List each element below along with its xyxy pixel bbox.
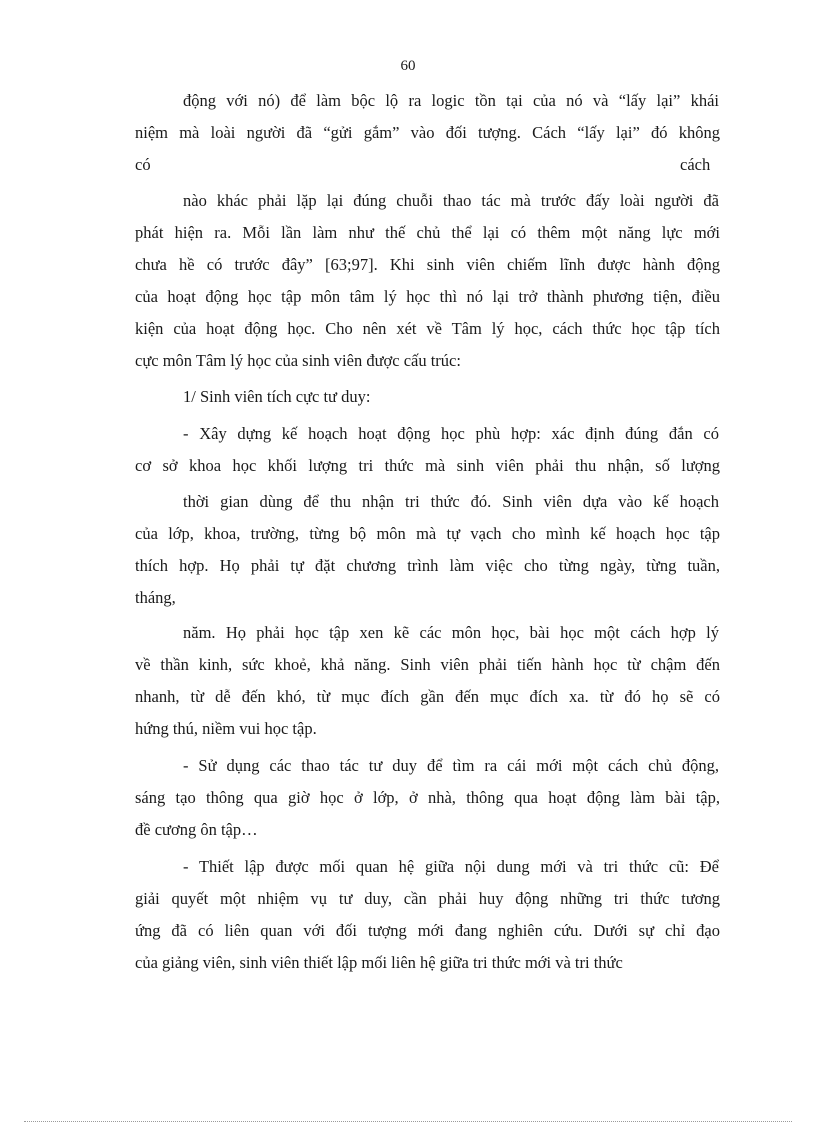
body-text-line: đề cương ôn tập… (135, 820, 258, 839)
body-text-line: nhanh, từ dễ đến khó, từ mục đích gần đến mục đích xa. từ đó họ sẽ có (135, 687, 720, 706)
body-text-line: cơ sở khoa học khối lượng tri thức mà sinh viên phải thu nhận, số lượng (135, 456, 720, 475)
body-text-line: sáng tạo thông qua giờ học ở lớp, ở nhà, thông qua hoạt động làm bài tập, (135, 788, 720, 807)
body-text-line: của hoạt động học tập môn tâm lý học thì nó lại trở thành phương tiện, điều (135, 287, 720, 306)
body-text-line: - Sử dụng các thao tác tư duy để tìm ra cái mới một cách chủ động, (183, 756, 719, 775)
body-text-line: - Xây dựng kế hoạch hoạt động học phù hợp: xác định đúng đắn có (183, 424, 719, 443)
body-text-line: thời gian dùng để thu nhận tri thức đó. Sinh viên dựa vào kế hoạch (183, 492, 719, 511)
body-text-line: cực môn Tâm lý học của sinh viên được cấu trúc: (135, 351, 461, 370)
body-text-line: năm. Họ phải học tập xen kẽ các môn học, bài học một cách hợp lý (183, 623, 719, 642)
body-text-line: của giảng viên, sinh viên thiết lập mối liên hệ giữa tri thức mới và tri thức (135, 953, 623, 972)
body-text-line: niệm mà loài người đã “gửi gắm” vào đối tượng. Cách “lấy lại” đó không (135, 123, 720, 142)
body-text-line: động với nó) để làm bộc lộ ra logic tồn tại của nó và “lấy lại” khái (183, 91, 719, 110)
body-text-line: của lớp, khoa, trường, từng bộ môn mà tự vạch cho mình kế hoạch học tập (135, 524, 720, 543)
page-bottom-rule (24, 1121, 792, 1122)
body-text-line: tháng, (135, 588, 176, 607)
body-text-line: hứng thú, niềm vui học tập. (135, 719, 317, 738)
body-text-line: chưa hề có trước đây” [63;97]. Khi sinh viên chiếm lĩnh được hành động (135, 255, 720, 274)
body-text-line: thích hợp. Họ phải tự đặt chương trình làm việc cho từng ngày, từng tuần, (135, 556, 720, 575)
body-text-line: cách (680, 155, 711, 174)
page-number: 60 (400, 58, 416, 74)
body-text-line: về thần kinh, sức khoẻ, khả năng. Sinh viên phải tiến hành học từ chậm đến (135, 655, 720, 674)
body-text-line: kiện của hoạt động học. Cho nên xét về Tâm lý học, cách thức học tập tích (135, 319, 720, 338)
body-text-line: có (135, 155, 151, 174)
body-text-line: ứng đã có liên quan với đối tượng mới đang nghiên cứu. Dưới sự chỉ đạo (135, 921, 720, 940)
body-text-line: nào khác phải lặp lại đúng chuỗi thao tác mà trước đấy loài người đã (183, 191, 719, 210)
body-text-line: giải quyết một nhiệm vụ tư duy, cần phải huy động những tri thức tương (135, 889, 720, 908)
body-text-line: - Thiết lập được mối quan hệ giữa nội dung mới và tri thức cũ: Để (183, 857, 719, 876)
section-heading: 1/ Sinh viên tích cực tư duy: (183, 387, 371, 406)
body-text-line: phát hiện ra. Mỗi lần làm như thế chủ thể lại có thêm một năng lực mới (135, 223, 720, 242)
